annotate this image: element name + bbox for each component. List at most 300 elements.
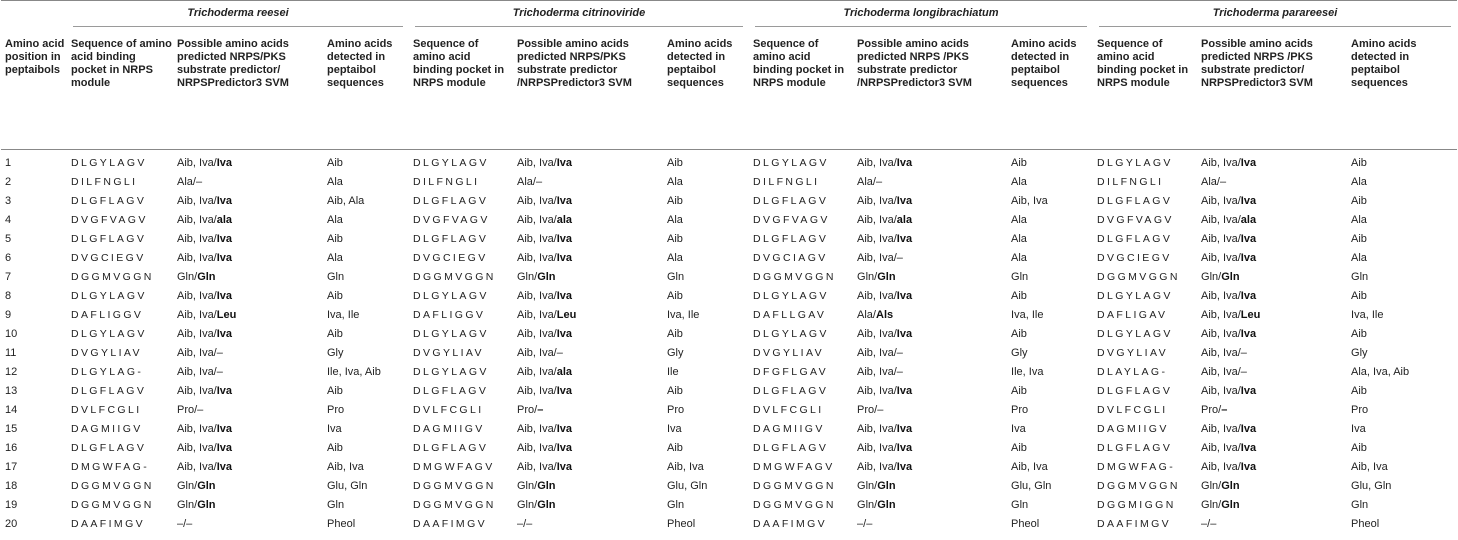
detected-cell-longibrachiatum: Ala (1011, 233, 1027, 245)
detected-cell-parareesei: Glu, Gln (1351, 480, 1392, 492)
predicted-text: Pro/ (517, 404, 538, 416)
sequence-cell-reesei: DGGMVGGN (71, 499, 154, 511)
detected-cell-longibrachiatum: Iva (1011, 423, 1026, 435)
predicted-cell-longibrachiatum (853, 382, 1007, 401)
position-cell: 12 (5, 366, 18, 378)
detected-cell-longibrachiatum: Ala (1011, 252, 1027, 264)
sequence-cell-citrinoviride: DMGWFAGV (413, 461, 495, 473)
predicted-highlight: Gln (537, 271, 556, 283)
detected-cell-reesei: Aib (327, 328, 343, 340)
position-cell: 7 (5, 271, 12, 283)
predicted-text: Aib, Iva/– (1201, 366, 1247, 378)
detected-cell-citrinoviride: Gln (667, 499, 685, 511)
sequence-cell-parareesei: DGGMIGGN (1097, 499, 1176, 511)
sequence-cell-reesei: DAGMIIGV (71, 423, 143, 435)
predicted-highlight: Iva (216, 423, 233, 435)
predicted-text: Aib, Iva/ (1201, 423, 1241, 435)
detected-cell-longibrachiatum: Gln (1011, 499, 1029, 511)
predicted-cell-reesei (173, 382, 323, 401)
detected-cell-parareesei: Ala (1351, 214, 1367, 226)
predicted-cell-parareesei (1197, 287, 1347, 306)
detected-cell-longibrachiatum: Aib (1011, 157, 1027, 169)
predicted-cell-citrinoviride (513, 249, 663, 268)
predicted-cell-longibrachiatum (853, 306, 1007, 325)
predicted-highlight: Iva (896, 385, 913, 397)
detected-cell-citrinoviride: Pro (667, 404, 685, 416)
table-row (1, 249, 1457, 268)
predicted-cell-parareesei (1197, 344, 1347, 363)
predicted-highlight: ala (556, 214, 573, 226)
sequence-cell-parareesei: DGGMVGGN (1097, 271, 1180, 283)
predicted-highlight: Iva (216, 442, 233, 454)
predicted-text: –/– (177, 518, 193, 530)
predicted-highlight: Gln (1221, 271, 1240, 283)
sequence-cell-longibrachiatum: DVGCIAGV (753, 252, 828, 264)
predicted-highlight: Leu (216, 309, 237, 321)
detected-cell-citrinoviride: Gly (667, 347, 684, 359)
sequence-cell-longibrachiatum: DAAFIMGV (753, 518, 828, 530)
predicted-cell-longibrachiatum (853, 477, 1007, 496)
detected-cell-reesei: Aib (327, 233, 343, 245)
sequence-cell-reesei: DLGFLAGV (71, 195, 147, 207)
species-header-longibrachiatum: Trichoderma longibrachiatum (749, 1, 1093, 28)
predicted-highlight: Gln (197, 480, 216, 492)
predicted-cell-citrinoviride (513, 287, 663, 306)
sequence-cell-longibrachiatum: DFGFLGAV (753, 366, 829, 378)
predicted-cell-citrinoviride (513, 211, 663, 230)
sequence-cell-citrinoviride: DVGYLIAV (413, 347, 484, 359)
predicted-text: Pro/– (857, 404, 884, 416)
predicted-text: Aib, Iva/ (857, 233, 897, 245)
predicted-highlight: Iva (216, 385, 233, 397)
detected-cell-reesei: Aib (327, 442, 343, 454)
predicted-text: Aib, Iva/ (1201, 290, 1241, 302)
predicted-cell-reesei (173, 192, 323, 211)
predicted-text: Gln/ (517, 499, 538, 511)
predicted-text: Aib, Iva/ (177, 309, 217, 321)
predicted-highlight: ala (556, 366, 573, 378)
predicted-text: Gln/ (857, 499, 878, 511)
sequence-cell-parareesei: DLGFLAGV (1097, 385, 1173, 397)
detected-cell-parareesei: Aib (1351, 290, 1367, 302)
sequence-cell-reesei: DGGMVGGN (71, 271, 154, 283)
detected-cell-longibrachiatum: Aib (1011, 442, 1027, 454)
predicted-text: Aib, Iva/ (1201, 233, 1241, 245)
table-row (1, 287, 1457, 306)
predicted-highlight: – (537, 404, 544, 416)
detected-cell-longibrachiatum: Pheol (1011, 518, 1040, 530)
sequence-cell-reesei: DVGYLIAV (71, 347, 142, 359)
col-header-sequence: Sequence of amino acid binding pocket in NRPS module (409, 27, 513, 150)
predicted-text: Aib, Iva/ (1201, 195, 1241, 207)
predicted-text: Aib, Iva/ (857, 195, 897, 207)
predicted-text: Aib, Iva/ (177, 214, 217, 226)
detected-cell-citrinoviride: Ile (667, 366, 679, 378)
predicted-cell-citrinoviride (513, 173, 663, 192)
predicted-cell-citrinoviride (513, 344, 663, 363)
predicted-text: Gln/ (857, 480, 878, 492)
detected-cell-reesei: Pheol (327, 518, 356, 530)
predicted-text: Aib, Iva/ (517, 233, 557, 245)
predicted-highlight: Iva (896, 290, 913, 302)
predicted-highlight: Gln (877, 480, 896, 492)
detected-cell-longibrachiatum: Aib, Iva (1011, 461, 1048, 473)
detected-cell-reesei: Gln (327, 271, 345, 283)
predicted-text: Gln/ (177, 271, 198, 283)
predicted-text: Gln/ (1201, 271, 1222, 283)
sequence-cell-longibrachiatum: DLGYLAGV (753, 328, 829, 340)
position-cell: 16 (5, 442, 18, 454)
sequence-cell-longibrachiatum: DLGYLAGV (753, 290, 829, 302)
position-cell: 14 (5, 404, 18, 416)
sequence-cell-longibrachiatum: DVGFVAGV (753, 214, 830, 226)
predicted-highlight: Iva (216, 195, 233, 207)
predicted-text: Aib, Iva/ (517, 423, 557, 435)
predicted-cell-longibrachiatum (853, 363, 1007, 382)
predicted-highlight: Gln (197, 271, 216, 283)
predicted-text: Aib, Iva/ (1201, 214, 1241, 226)
predicted-highlight: Iva (216, 233, 233, 245)
detected-cell-reesei: Ile, Iva, Aib (327, 366, 381, 378)
detected-cell-reesei: Pro (327, 404, 345, 416)
predicted-text: Aib, Iva/ (517, 214, 557, 226)
predicted-cell-longibrachiatum (853, 515, 1007, 534)
predicted-text: Aib, Iva/ (1201, 157, 1241, 169)
predicted-cell-citrinoviride (513, 458, 663, 477)
sequence-cell-parareesei: DLGYLAGV (1097, 157, 1173, 169)
predicted-text: Gln/ (517, 480, 538, 492)
sequence-cell-reesei: DLGFLAGV (71, 385, 147, 397)
predicted-cell-reesei (173, 268, 323, 287)
position-cell: 10 (5, 328, 18, 340)
position-cell: 4 (5, 214, 12, 226)
position-cell: 1 (5, 157, 12, 169)
predicted-text: Gln/ (177, 480, 198, 492)
table-row (1, 173, 1457, 192)
detected-cell-citrinoviride: Iva, Ile (667, 309, 700, 321)
predicted-highlight: Gln (877, 499, 896, 511)
predicted-highlight: – (1221, 404, 1228, 416)
predicted-text: Aib, Iva/– (857, 347, 903, 359)
predicted-cell-reesei (173, 230, 323, 249)
detected-cell-parareesei: Pro (1351, 404, 1369, 416)
predicted-text: Aib, Iva/ (857, 423, 897, 435)
predicted-text: Aib, Iva/ (177, 233, 217, 245)
predicted-highlight: Iva (1240, 423, 1257, 435)
sequence-cell-citrinoviride: DGGMVGGN (413, 271, 496, 283)
predicted-text: Aib, Iva/ (857, 214, 897, 226)
predicted-text: Aib, Iva/ (177, 157, 217, 169)
predicted-highlight: Iva (556, 233, 573, 245)
predicted-text: Gln/ (857, 271, 878, 283)
sequence-cell-citrinoviride: DGGMVGGN (413, 499, 496, 511)
sequence-cell-parareesei: DMGWFAG- (1097, 461, 1176, 473)
table-row (1, 420, 1457, 439)
detected-cell-longibrachiatum: Aib (1011, 328, 1027, 340)
table-row (1, 230, 1457, 249)
species-header-row (1, 1, 1457, 28)
sequence-cell-longibrachiatum: DGGMVGGN (753, 499, 836, 511)
predicted-cell-citrinoviride (513, 192, 663, 211)
detected-cell-citrinoviride: Aib (667, 195, 683, 207)
detected-cell-reesei: Ala (327, 252, 343, 264)
predicted-cell-parareesei (1197, 211, 1347, 230)
sequence-cell-parareesei: DAFLIGAV (1097, 309, 1168, 321)
predicted-highlight: Iva (1240, 233, 1257, 245)
predicted-highlight: Iva (556, 195, 573, 207)
predicted-cell-reesei (173, 363, 323, 382)
predicted-text: Aib, Iva/ (177, 385, 217, 397)
predicted-highlight: ala (1240, 214, 1257, 226)
sequence-cell-parareesei: DLGFLAGV (1097, 195, 1173, 207)
predicted-text: Aib, Iva/ (1201, 309, 1241, 321)
predicted-text: Aib, Iva/ (177, 328, 217, 340)
table-row (1, 306, 1457, 325)
predicted-highlight: Leu (556, 309, 577, 321)
predicted-highlight: Iva (896, 157, 913, 169)
predicted-cell-parareesei (1197, 420, 1347, 439)
predicted-highlight: ala (216, 214, 233, 226)
predicted-text: Aib, Iva/– (177, 347, 223, 359)
sequence-cell-parareesei: DLGYLAGV (1097, 328, 1173, 340)
predicted-text: Gln/ (1201, 499, 1222, 511)
predicted-highlight: Iva (216, 328, 233, 340)
predicted-cell-parareesei (1197, 192, 1347, 211)
predicted-cell-longibrachiatum (853, 420, 1007, 439)
predicted-cell-reesei (173, 477, 323, 496)
sequence-cell-longibrachiatum: DAFLLGAV (753, 309, 827, 321)
predicted-cell-reesei (173, 344, 323, 363)
table-row (1, 363, 1457, 382)
predicted-text: Aib, Iva/ (1201, 385, 1241, 397)
position-cell: 5 (5, 233, 12, 245)
predicted-cell-citrinoviride (513, 420, 663, 439)
table-row (1, 496, 1457, 515)
sequence-cell-parareesei: DLAYLAG- (1097, 366, 1168, 378)
detected-cell-longibrachiatum: Ala (1011, 214, 1027, 226)
predicted-cell-reesei (173, 420, 323, 439)
detected-cell-parareesei: Aib (1351, 233, 1367, 245)
predicted-text: Pro/– (177, 404, 204, 416)
predicted-text: Aib, Iva/ (857, 442, 897, 454)
predicted-cell-reesei (173, 249, 323, 268)
sequence-cell-longibrachiatum: DLGYLAGV (753, 157, 829, 169)
sequence-cell-parareesei: DLGYLAGV (1097, 290, 1173, 302)
predicted-highlight: Iva (216, 157, 233, 169)
predicted-text: Aib, Iva/– (857, 366, 903, 378)
predicted-cell-parareesei (1197, 249, 1347, 268)
position-cell: 9 (5, 309, 12, 321)
sequence-cell-citrinoviride: DILFNGLI (413, 176, 480, 188)
predicted-text: Aib, Iva/ (517, 290, 557, 302)
detected-cell-citrinoviride: Aib (667, 328, 683, 340)
detected-cell-longibrachiatum: Aib (1011, 290, 1027, 302)
detected-cell-longibrachiatum: Ile, Iva (1011, 366, 1044, 378)
detected-cell-longibrachiatum: Aib (1011, 385, 1027, 397)
predicted-cell-citrinoviride (513, 306, 663, 325)
predicted-text: Aib, Iva/ (517, 157, 557, 169)
predicted-cell-citrinoviride (513, 382, 663, 401)
predicted-highlight: Iva (1240, 442, 1257, 454)
col-header-position: Amino acid position in peptaibols (1, 27, 67, 150)
detected-cell-citrinoviride: Pheol (667, 518, 696, 530)
sequence-cell-longibrachiatum: DLGFLAGV (753, 385, 829, 397)
detected-cell-longibrachiatum: Aib, Iva (1011, 195, 1048, 207)
position-cell: 17 (5, 461, 18, 473)
predicted-cell-longibrachiatum (853, 439, 1007, 458)
predicted-text: –/– (1201, 518, 1217, 530)
sequence-cell-parareesei: DVGFVAGV (1097, 214, 1174, 226)
predicted-highlight: Gln (877, 271, 896, 283)
detected-cell-parareesei: Gln (1351, 499, 1369, 511)
predicted-highlight: Iva (556, 252, 573, 264)
sequence-cell-parareesei: DLGFLAGV (1097, 233, 1173, 245)
detected-cell-reesei: Iva (327, 423, 342, 435)
position-cell: 2 (5, 176, 12, 188)
species-header-citrinoviride: Trichoderma citrinoviride (409, 1, 749, 28)
table-row (1, 515, 1457, 534)
detected-cell-citrinoviride: Aib (667, 233, 683, 245)
predicted-text: Gln/ (177, 499, 198, 511)
predicted-highlight: Iva (896, 442, 913, 454)
detected-cell-citrinoviride: Aib (667, 385, 683, 397)
species-header-spacer (1, 1, 67, 28)
sequence-cell-citrinoviride: DVGCIEGV (413, 252, 488, 264)
predicted-cell-citrinoviride (513, 401, 663, 420)
predicted-highlight: Iva (556, 385, 573, 397)
sequence-cell-citrinoviride: DAAFIMGV (413, 518, 488, 530)
detected-cell-parareesei: Ala, Iva, Aib (1351, 366, 1410, 378)
predicted-highlight: Iva (556, 423, 573, 435)
sequence-cell-reesei: DLGYLAGV (71, 290, 147, 302)
detected-cell-citrinoviride: Aib (667, 290, 683, 302)
predicted-highlight: Iva (896, 423, 913, 435)
predicted-highlight: Iva (896, 328, 913, 340)
predicted-highlight: Iva (896, 195, 913, 207)
column-header-row (1, 27, 1457, 150)
detected-cell-reesei: Aib (327, 290, 343, 302)
predicted-highlight: Gln (197, 499, 216, 511)
predicted-cell-reesei (173, 515, 323, 534)
table-row (1, 439, 1457, 458)
predicted-cell-longibrachiatum (853, 344, 1007, 363)
sequence-cell-longibrachiatum: DGGMVGGN (753, 480, 836, 492)
predicted-cell-citrinoviride (513, 325, 663, 344)
predicted-text: Aib, Iva/– (517, 347, 563, 359)
detected-cell-parareesei: Ala (1351, 252, 1367, 264)
predicted-cell-reesei (173, 211, 323, 230)
col-header-sequence: Sequence of amino acid binding pocket in NRPS module (1093, 27, 1197, 150)
detected-cell-parareesei: Iva, Ile (1351, 309, 1384, 321)
predicted-cell-longibrachiatum (853, 268, 1007, 287)
predicted-text: Gln/ (1201, 480, 1222, 492)
table-body (1, 150, 1457, 535)
sequence-cell-reesei: DMGWFAG- (71, 461, 150, 473)
sequence-cell-longibrachiatum: DMGWFAGV (753, 461, 835, 473)
predicted-cell-citrinoviride (513, 477, 663, 496)
sequence-cell-citrinoviride: DLGFLAGV (413, 233, 489, 245)
predicted-cell-parareesei (1197, 401, 1347, 420)
predicted-cell-reesei (173, 496, 323, 515)
detected-cell-longibrachiatum: Gly (1011, 347, 1028, 359)
sequence-cell-citrinoviride: DLGYLAGV (413, 328, 489, 340)
predicted-highlight: Iva (216, 461, 233, 473)
sequence-cell-parareesei: DVGYLIAV (1097, 347, 1168, 359)
detected-cell-parareesei: Aib (1351, 442, 1367, 454)
position-cell: 20 (5, 518, 18, 530)
predicted-highlight: Iva (556, 328, 573, 340)
sequence-cell-reesei: DLGFLAGV (71, 442, 147, 454)
predicted-cell-parareesei (1197, 325, 1347, 344)
predicted-cell-longibrachiatum (853, 401, 1007, 420)
predicted-highlight: Iva (216, 290, 233, 302)
table-row (1, 382, 1457, 401)
sequence-cell-longibrachiatum: DILFNGLI (753, 176, 820, 188)
predicted-cell-parareesei (1197, 173, 1347, 192)
detected-cell-parareesei: Aib (1351, 385, 1367, 397)
position-cell: 15 (5, 423, 18, 435)
detected-cell-citrinoviride: Aib (667, 442, 683, 454)
predicted-highlight: Iva (556, 461, 573, 473)
sequence-cell-reesei: DVGCIEGV (71, 252, 146, 264)
table-row (1, 458, 1457, 477)
predicted-cell-citrinoviride (513, 515, 663, 534)
detected-cell-citrinoviride: Aib (667, 157, 683, 169)
sequence-cell-reesei: DLGYLAG- (71, 366, 144, 378)
predicted-text: Ala/– (177, 176, 203, 188)
detected-cell-citrinoviride: Ala (667, 214, 683, 226)
predicted-cell-reesei (173, 150, 323, 174)
predicted-text: Ala/– (857, 176, 883, 188)
table-row (1, 477, 1457, 496)
sequence-cell-citrinoviride: DLGFLAGV (413, 385, 489, 397)
predicted-cell-reesei (173, 439, 323, 458)
detected-cell-reesei: Aib (327, 157, 343, 169)
sequence-cell-parareesei: DAGMIIGV (1097, 423, 1169, 435)
predicted-cell-parareesei (1197, 496, 1347, 515)
predicted-cell-citrinoviride (513, 150, 663, 174)
predicted-cell-citrinoviride (513, 230, 663, 249)
col-header-sequence: Sequence of amino acid binding pocket in NRPS module (749, 27, 853, 150)
sequence-cell-reesei: DLGYLAGV (71, 328, 147, 340)
sequence-cell-citrinoviride: DLGFLAGV (413, 442, 489, 454)
detected-cell-parareesei: Gln (1351, 271, 1369, 283)
sequence-cell-reesei: DAFLIGGV (71, 309, 144, 321)
predicted-highlight: Iva (1240, 328, 1257, 340)
predicted-highlight: Gln (1221, 480, 1240, 492)
detected-cell-longibrachiatum: Iva, Ile (1011, 309, 1044, 321)
detected-cell-parareesei: Ala (1351, 176, 1367, 188)
predicted-text: Aib, Iva/– (857, 252, 903, 264)
predicted-text: Aib, Iva/ (177, 252, 217, 264)
predicted-cell-parareesei (1197, 439, 1347, 458)
predicted-text: Aib, Iva/ (177, 461, 217, 473)
predicted-highlight: Iva (556, 290, 573, 302)
predicted-highlight: Gln (1221, 499, 1240, 511)
predicted-cell-parareesei (1197, 363, 1347, 382)
detected-cell-parareesei: Pheol (1351, 518, 1380, 530)
col-header-predicted: Possible amino acids predicted NRPS/PKS substrate predictor/ NRPSPredictor3 SVM (173, 27, 323, 150)
predicted-cell-citrinoviride (513, 363, 663, 382)
detected-cell-parareesei: Aib, Iva (1351, 461, 1388, 473)
position-cell: 19 (5, 499, 18, 511)
sequence-cell-reesei: DILFNGLI (71, 176, 138, 188)
table-row (1, 325, 1457, 344)
predicted-text: –/– (857, 518, 873, 530)
sequence-cell-citrinoviride: DLGYLAGV (413, 157, 489, 169)
detected-cell-reesei: Ala (327, 214, 343, 226)
sequence-cell-longibrachiatum: DGGMVGGN (753, 271, 836, 283)
